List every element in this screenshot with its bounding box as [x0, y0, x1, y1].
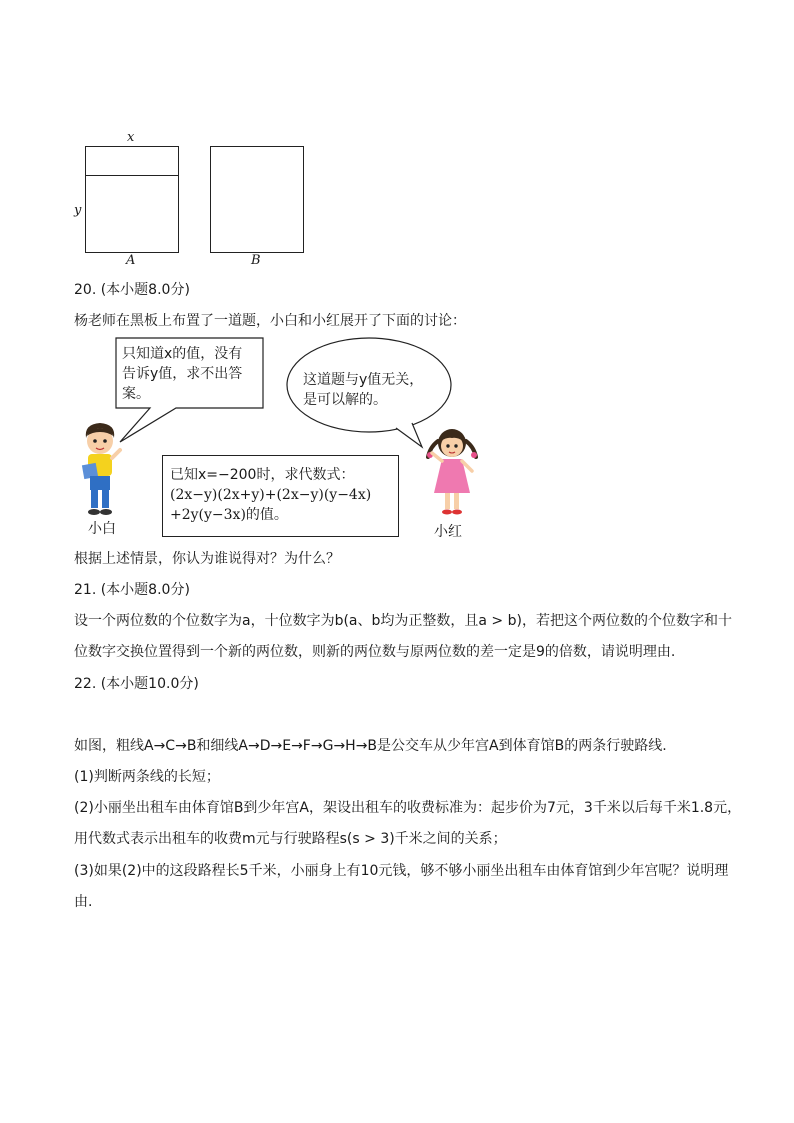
q22-part3-line1: (3)如果(2)中的这段路程长5千米，小丽身上有10元钱，够不够小丽坐出租车由体育馆到少年宫呢？说明理: [74, 863, 729, 879]
xiaohong-name: 小红: [434, 524, 462, 540]
xiaobai-bubble-line1: 只知道x的值，没有: [122, 346, 243, 362]
q21-line1: 设一个两位数的个位数字为a，十位数字为b(a、b均为正整数，且a > b)，若把这个两位数的个位数字和十: [74, 613, 732, 629]
label-x: x: [127, 130, 135, 145]
q20-intro: 杨老师在黑板上布置了一道题，小白和小红展开了下面的讨论：: [74, 313, 466, 329]
board-line3: +2y(y−3x)的值。: [170, 507, 288, 523]
q22-part1: (1)判断两条线的长短；: [74, 769, 220, 785]
q22-header: 22. (本小题10.0分): [74, 676, 199, 692]
q22-part3-line2: 由.: [74, 894, 93, 910]
q21-header: 21. (本小题8.0分): [74, 582, 190, 598]
xiaobai-name: 小白: [88, 521, 116, 537]
board-line2: (2x−y)(2x+y)+(2x−y)(y−4x): [170, 487, 372, 503]
q20-header: 20. (本小题8.0分): [74, 282, 190, 298]
q21-line2: 位数字交换位置得到一个新的两位数，则新的两位数与原两位数的差一定是9的倍数，请说明理由.: [74, 644, 676, 660]
q22-part2-line1: (2)小丽坐出租车由体育馆B到少年宫A，架设出租车的收费标准为：起步价为7元，3千米以后每千米1.8元，: [74, 800, 742, 816]
label-y: y: [74, 203, 82, 218]
q22-intro: 如图，粗线A→C→B和细线A→D→E→F→G→H→B是公交车从少年宫A到体育馆B的两条行驶路线.: [74, 738, 667, 754]
xiaohong-girl-illustration: [424, 425, 480, 521]
xiaobai-bubble-line2: 告诉y值，求不出答: [122, 366, 243, 382]
q20-question: 根据上述情景，你认为谁说得对？为什么？: [74, 551, 340, 567]
q22-part2-line2: 用代数式表示出租车的收费m元与行驶路程s(s > 3)千米之间的关系；: [74, 831, 507, 847]
xiaobai-boy-illustration: [76, 420, 124, 518]
xiaobai-bubble-line3: 案。: [122, 386, 150, 402]
label-a: A: [126, 253, 136, 268]
xiaohong-bubble-line1: 这道题与y值无关，: [303, 372, 424, 388]
label-b: B: [251, 253, 261, 268]
board-line1: 已知x=−200时，求代数式：: [170, 467, 355, 483]
xiaohong-bubble-line2: 是可以解的。: [303, 392, 387, 408]
